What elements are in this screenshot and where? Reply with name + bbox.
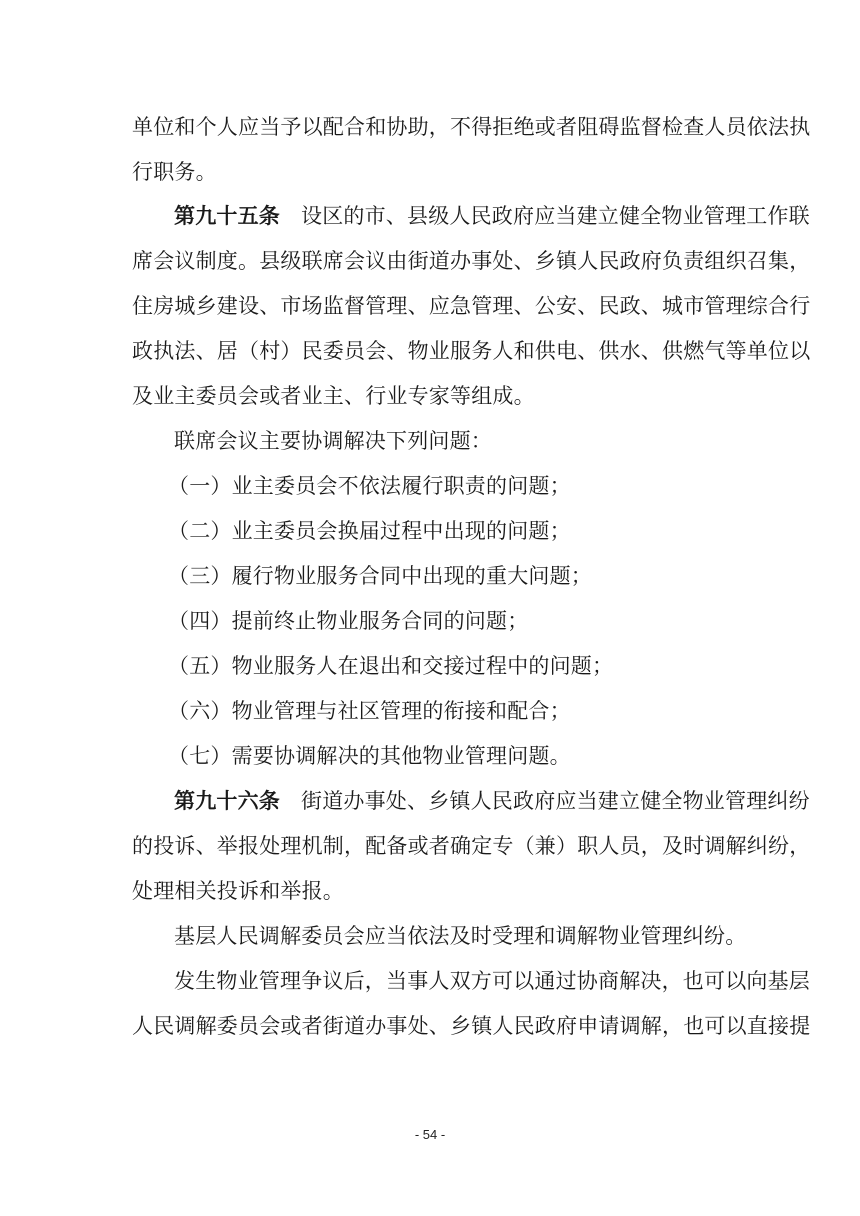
text-line: 联席会议主要协调解决下列问题： bbox=[174, 429, 492, 453]
page-number: - 54 - bbox=[414, 1127, 446, 1142]
text-line: 席会议制度。县级联席会议由街道办事处、乡镇人民政府负责组织召集， bbox=[132, 249, 811, 273]
text-line: 处理相关投诉和举报。 bbox=[132, 879, 344, 903]
list-item: （二）业主委员会换届过程中出现的问题； bbox=[168, 519, 571, 543]
text-line: 的投诉、举报处理机制，配备或者确定专（兼）职人员，及时调解纠纷， bbox=[132, 834, 811, 858]
list-item: （四）提前终止物业服务合同的问题； bbox=[168, 609, 529, 633]
article-96-heading-line: 第九十六条 街道办事处、乡镇人民政府应当建立健全物业管理纠纷 bbox=[174, 788, 810, 813]
text-line: 单位和个人应当予以配合和协助，不得拒绝或者阻碍监督检查人员依法执 bbox=[132, 115, 811, 139]
text-line: 住房城乡建设、市场监督管理、应急管理、公安、民政、城市管理综合行 bbox=[132, 294, 811, 318]
text-line: 发生物业管理争议后，当事人双方可以通过协商解决，也可以向基层 bbox=[174, 969, 810, 993]
list-item: （五）物业服务人在退出和交接过程中的问题； bbox=[168, 654, 614, 678]
list-item: （七）需要协调解决的其他物业管理问题。 bbox=[168, 744, 571, 768]
article-number: 第九十六条 bbox=[174, 788, 280, 813]
text-line: 基层人民调解委员会应当依法及时受理和调解物业管理纠纷。 bbox=[174, 924, 747, 948]
article-number: 第九十五条 bbox=[174, 203, 280, 228]
text-line: 人民调解委员会或者街道办事处、乡镇人民政府申请调解，也可以直接提 bbox=[132, 1014, 811, 1038]
article-95-heading-line: 第九十五条 设区的市、县级人民政府应当建立健全物业管理工作联 bbox=[174, 203, 810, 228]
list-item: （一）业主委员会不依法履行职责的问题； bbox=[168, 474, 571, 498]
list-item: （六）物业管理与社区管理的衔接和配合； bbox=[168, 699, 571, 723]
text-line: 及业主委员会或者业主、行业专家等组成。 bbox=[132, 384, 535, 408]
list-item: （三）履行物业服务合同中出现的重大问题； bbox=[168, 564, 592, 588]
text-line: 政执法、居（村）民委员会、物业服务人和供电、供水、供燃气等单位以 bbox=[132, 339, 811, 363]
text-line: 行职务。 bbox=[132, 160, 217, 184]
